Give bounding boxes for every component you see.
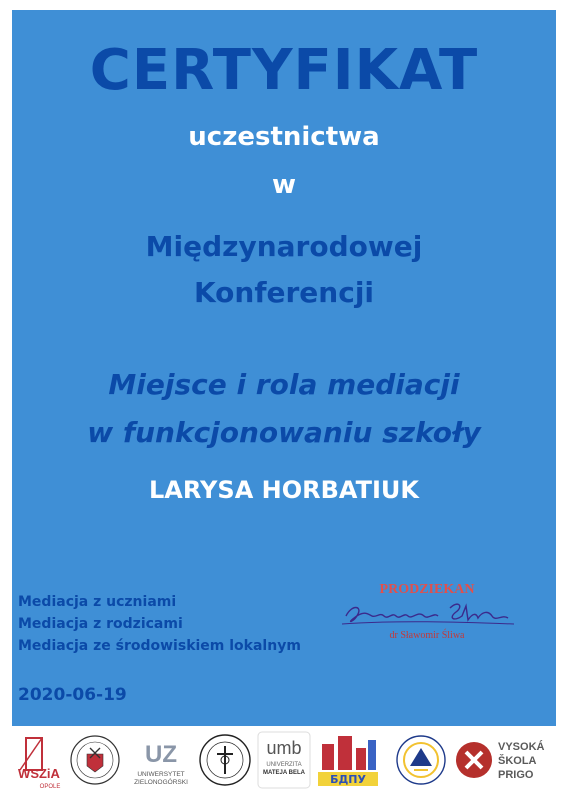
- university-seal-icon: [68, 726, 122, 796]
- signature-block: [338, 582, 516, 652]
- bdpu-logo: [316, 726, 380, 796]
- topic-line-2: w funkcjonowaniu szkoły: [87, 416, 481, 449]
- uz-sublabel-1: UNIWERSYTET: [137, 771, 185, 778]
- participant-name: LARYSA HORBATIUK: [149, 476, 419, 504]
- uz-label: UZ: [145, 741, 177, 768]
- uz-sublabel-2: ZIELONOGÓRSKI: [134, 779, 188, 786]
- certificate-panel: [12, 10, 556, 726]
- handwritten-signature: [338, 594, 516, 632]
- university-emblem-icon: [392, 726, 450, 796]
- prigo-label-1: VYSOKÁ: [498, 741, 545, 753]
- umb-sublabel-1: UNIVERZITA: [266, 762, 302, 768]
- module-item: Mediacja z rodzicami: [18, 616, 183, 632]
- issue-date: 2020-06-19: [18, 685, 127, 705]
- wszia-logo: [10, 726, 68, 796]
- prigo-label-2: ŠKOLA: [498, 755, 537, 767]
- event-line-2: Konferencji: [193, 276, 375, 309]
- bdpu-label: БДПУ: [330, 773, 366, 786]
- umb-sublabel-2: MATEJA BELA: [263, 770, 305, 776]
- wszia-label: WSZiA: [18, 766, 60, 781]
- certificate-title: CERTYFIKAT: [89, 38, 479, 103]
- university-seal-icon: [196, 726, 254, 796]
- module-item: Mediacja z uczniami: [18, 594, 177, 610]
- wszia-sublabel: OPOLE: [39, 784, 61, 790]
- prigo-logo: [452, 726, 562, 796]
- topic-line-1: Miejsce i rola mediacji: [108, 368, 460, 401]
- prigo-label-3: PRIGO: [498, 769, 534, 781]
- event-line-1: Międzynarodowej: [145, 230, 423, 263]
- logo-strip: [0, 726, 566, 800]
- umb-logo: [256, 726, 312, 796]
- signature-name: dr Sławomir Śliwa: [389, 630, 465, 641]
- participation-line: uczestnictwa: [188, 122, 380, 152]
- umb-label: umb: [266, 738, 302, 758]
- preposition-line: w: [271, 170, 297, 200]
- module-item: Mediacja ze środowiskiem lokalnym: [18, 638, 301, 654]
- uz-logo: [126, 726, 196, 796]
- signature-title: PRODZIEKAN: [379, 582, 475, 597]
